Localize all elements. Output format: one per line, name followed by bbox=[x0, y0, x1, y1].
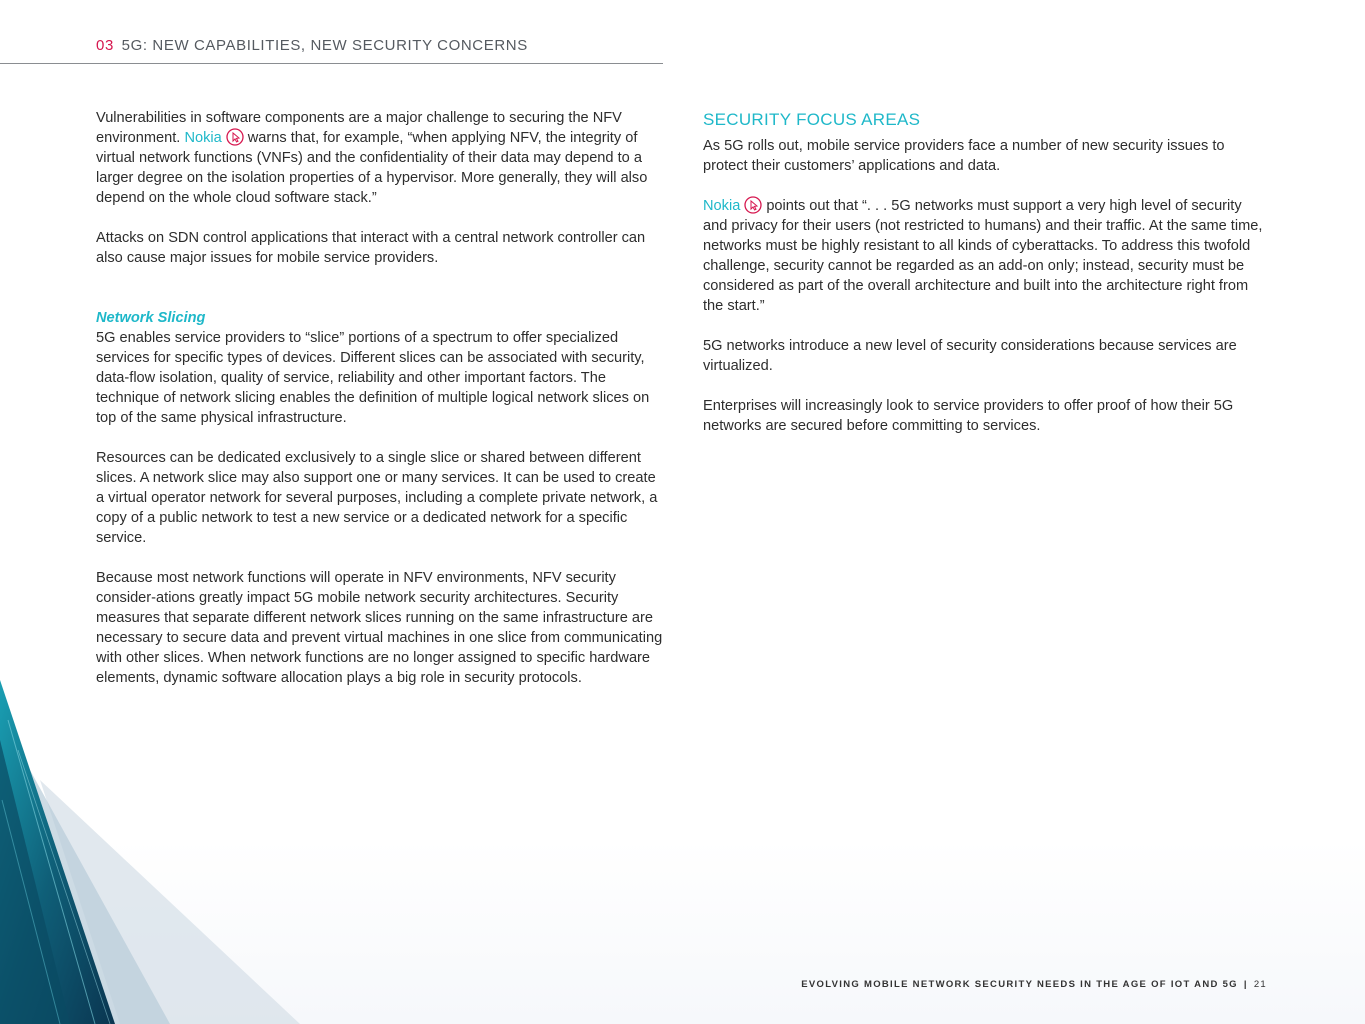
paragraph: 5G networks introduce a new level of security considerations because services are virtualized. bbox=[703, 338, 1237, 374]
cursor-click-icon[interactable] bbox=[744, 196, 762, 214]
chapter-number: 03 bbox=[96, 37, 114, 54]
chapter-title: 5G: NEW CAPABILITIES, NEW SECURITY CONCERNS bbox=[121, 37, 528, 54]
section-title: SECURITY FOCUS AREAS bbox=[703, 110, 921, 129]
paragraph: Resources can be dedicated exclusively to a single slice or shared between different slices. A network slice may also support one or many services. It can be used to create a virtual operator network for several purposes, including a complete private network, a copy of a public network to test a new service or a dedicated network for a specific service. bbox=[96, 450, 658, 546]
page-footer bbox=[801, 979, 1267, 990]
cursor-click-icon[interactable] bbox=[226, 128, 244, 146]
paragraph: 5G enables service providers to “slice” portions of a spectrum to offer specialized services for specific types of devices. Different slices can be associated with security, data-flow isolation, quality of service, reliability and other important factors. The technique of network slicing enables the definition of multiple logical network slices on top of the same physical infrastructure. bbox=[96, 330, 650, 426]
paragraph: As 5G rolls out, mobile service providers face a number of new security issues to protect their customers’ applications and data. bbox=[703, 138, 1225, 174]
footer-separator: | bbox=[1243, 979, 1248, 990]
footer-title: EVOLVING MOBILE NETWORK SECURITY NEEDS IN THE AGE OF IOT AND 5G bbox=[801, 979, 1238, 990]
left-column bbox=[96, 108, 666, 688]
paragraph: Nokia points out that “. . . 5G networks must support a very high level of security and privacy for their users (not restricted to humans) and their traffic. At the same time, networks must be highly resistant to all kinds of cyberattacks. To address this twofold challenge, security cannot be regarded as an add-on only; instead, security must be considered as part of the overall architecture and built into the architecture right from the start.” bbox=[703, 198, 1263, 314]
paragraph: Attacks on SDN control applications that interact with a central network controller can also cause major issues for mobile service providers. bbox=[96, 230, 646, 266]
header-rule bbox=[0, 63, 663, 64]
page-number: 21 bbox=[1253, 979, 1267, 990]
right-column bbox=[703, 108, 1263, 436]
paragraph: Because most network functions will operate in NFV environments, NFV security consider-ations greatly impact 5G mobile network security architectures. Security measures that separate different network slices running on the same infrastructure are necessary to secure data and prevent virtual machines in one slice from communicating with other slices. When network functions are no longer assigned to specific hardware elements, dynamic software allocation plays a big role in security protocols. bbox=[96, 570, 663, 686]
nokia-link[interactable]: Nokia bbox=[703, 198, 741, 214]
decorative-graphic bbox=[0, 680, 300, 1024]
paragraph: Enterprises will increasingly look to service providers to offer proof of how their 5G networks are secured before committing to services. bbox=[703, 398, 1234, 434]
paragraph: Vulnerabilities in software components are a major challenge to securing the NFV environment. Nokia warns that, for example, “when applying NFV, the integrity of virtual network functions (VNFs) and the confidentiality of their data may depend to a larger degree on the isolation properties of a hypervisor. More generally, they will also depend on the whole cloud software stack.” bbox=[96, 110, 648, 206]
chapter-header bbox=[96, 37, 528, 54]
subheading-network-slicing: Network Slicing bbox=[96, 310, 206, 326]
nokia-link[interactable]: Nokia bbox=[184, 130, 222, 146]
